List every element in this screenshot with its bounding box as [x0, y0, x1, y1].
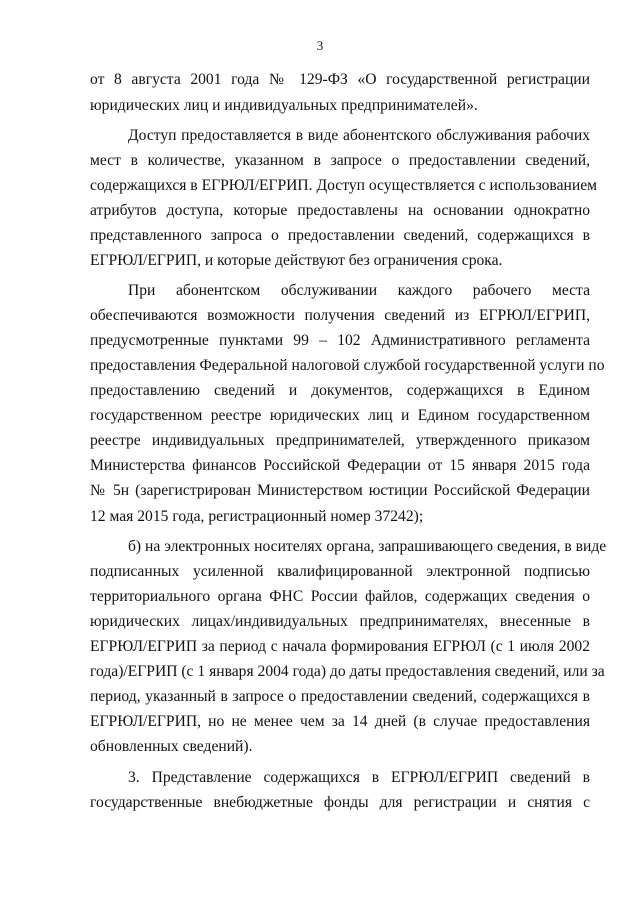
- text-line: государственные внебюджетные фонды для регистрации и снятия с: [90, 794, 590, 811]
- text-line: Министерства финансов Российской Федерации от 15 января 2015 года: [90, 457, 590, 474]
- text-line: ЕГРЮЛ/ЕГРИП, и которые действуют без ограничения срока.: [90, 252, 503, 269]
- text-line: обеспечиваются возможности получения сведений из ЕГРЮЛ/ЕГРИП,: [90, 307, 590, 324]
- page-number: 3: [316, 38, 324, 53]
- text-line: государственном реестре юридических лиц и Едином государственном: [90, 407, 590, 424]
- text-line: подписанных усиленной квалифицированной электронной подписью: [90, 563, 590, 580]
- text-line: мест в количестве, указанном в запросе о предоставлении сведений,: [90, 152, 590, 169]
- text-line: территориального органа ФНС России файлов, содержащих сведения о: [90, 588, 590, 605]
- text-line: от 8 августа 2001 года № 129-ФЗ «О государственной регистрации: [90, 71, 590, 88]
- text-line: № 5н (зарегистрирован Министерством юстиции Российской Федерации: [90, 482, 590, 499]
- text-line: юридических лиц и индивидуальных предпринимателей».: [90, 97, 478, 114]
- text-line: 3. Представление содержащихся в ЕГРЮЛ/ЕГРИП сведений в: [128, 769, 590, 786]
- text-line: При абонентском обслуживании каждого рабочего места: [128, 282, 590, 299]
- text-line: предусмотренные пунктами 99 – 102 Административного регламента: [90, 332, 590, 349]
- text-line: года)/ЕГРИП (с 1 января 2004 года) до даты предоставления сведений, или за: [90, 663, 605, 680]
- text-line: предоставлению сведений и документов, содержащихся в Едином: [90, 382, 590, 399]
- text-line: ЕГРЮЛ/ЕГРИП, но не менее чем за 14 дней (в случае предоставления: [90, 713, 590, 730]
- text-line: предоставления Федеральной налоговой службой государственной услуги по: [90, 357, 605, 374]
- text-line: 12 мая 2015 года, регистрационный номер 37242);: [90, 508, 424, 525]
- text-line: юридических лицах/индивидуальных предпринимателях, внесенные в: [90, 613, 590, 630]
- text-line: обновленных сведений).: [90, 738, 253, 755]
- text-line: содержащихся в ЕГРЮЛ/ЕГРИП. Доступ осуществляется с использованием: [90, 177, 597, 194]
- text-line: период, указанный в запросе о предоставлении сведений, содержащихся в: [90, 688, 590, 705]
- text-line: представленного запроса о предоставлении сведений, содержащихся в: [90, 227, 590, 244]
- text-line: атрибутов доступа, которые предоставлены на основании однократно: [90, 202, 590, 219]
- text-line: Доступ предоставляется в виде абонентского обслуживания рабочих: [128, 127, 590, 144]
- text-line: реестре индивидуальных предпринимателей, утвержденного приказом: [90, 432, 590, 449]
- text-line: б) на электронных носителях органа, запрашивающего сведения, в виде: [128, 538, 607, 555]
- text-line: ЕГРЮЛ/ЕГРИП за период с начала формирования ЕГРЮЛ (с 1 июля 2002: [90, 638, 590, 655]
